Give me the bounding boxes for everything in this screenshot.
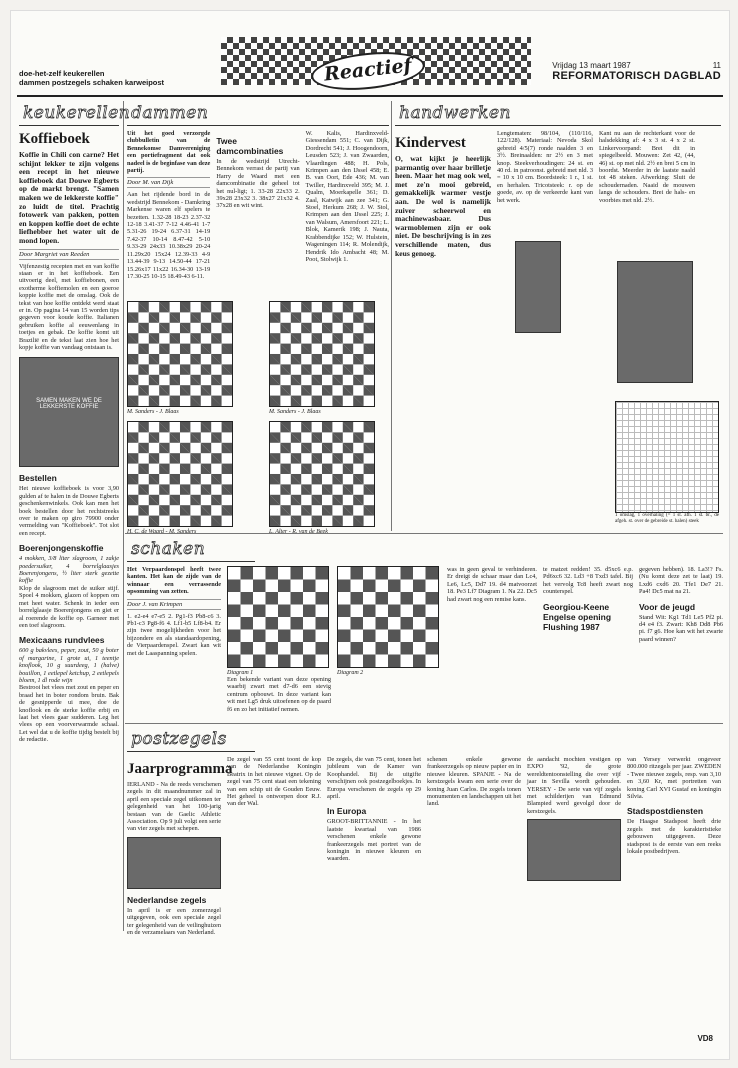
damcombinaties-subhead: Twee damcombinaties [216,136,284,156]
voor-de-jeugd-subhead: Voor de jeugd [639,601,696,612]
boerenjongens-body: Klop de slagroom met de suiker stijf. Spoel 4 mokken, glazen of koppen om met heet water. Schenk in ieder een borrelglaasje Boerenjongens en giet er al roerende de koffie op. Garneer met een toef slagroom. [19,584,119,629]
masthead-topics: doe-het-zelf keukerellen dammen postzegels schaken karweipost [19,69,165,87]
schaken-section [127,537,723,721]
page-footer-code: VD8 [697,1034,713,1043]
reactief-logo: Reactief [309,47,426,95]
koffieboek-photo: SAMEN MAKEN WE DE LEKKERSTE KOFFIE [19,357,119,467]
postzegels-col2: De zegel van 55 cent toont de kop van de Nederlandse Koningin Beatrix in het nieuwe vignet. Op de zegel van 75 cent staat een tekening van een schip uit de Gouden Eeuw. Het geheel is ontworpen door R.J. van der Wal. [227,756,321,808]
postzegels-body: IERLAND - Na de reeds verschenen zegels in dit maandnummer zal in april een speciale zegel uitkomen ter gelegenheid van het 100-jarig bestaan van de Gaelic Athletic Association. Op 9 juli volgt een serie van vier zegels met schepen. [127,781,221,833]
schaken-col3: Een bekende variant van deze opening waarbij zwart met d7-d6 een stevig centrum opbouwt. In deze variant kan wit met Lg5 druk uitoefenen op de paard f6 en zo het initiatief nemen. [227,676,331,713]
child-photo [515,241,561,333]
knitting-chart [615,401,719,513]
chess-diagram [227,566,329,668]
dammen-results: W. Kalis, Hardinxveld-Giessendam 551; C. van Dijk, Dordrecht 541; J. Hoogendoorn, Leusden 523; J. van Zwaarden, Vlaardingen 488; H. Pols, Krimpen aan den IJssel 458; E. B. van Oort, Ede 436; M. van Twiller, Hardinxveld 395; M. J. Qualm, Moerkapelle 361; D. Zaal, Katwijk aan zee 341; G. Stoel, Herkum 268; J. W. Stol, Krimpen aan den IJssel 225; J. van Walsum, Amersfoort 221; L. Blok, Kamerik 198; J. Nauta, Krabbendijke 152; W. Hulstein, Wageningen 114; R. Molendijk, Hendrik Ido Ambacht 48; M. Poot, Stolwijk 1. [305,130,389,263]
boerenjongens-ingredients: 4 mokken, 3/8 liter slagroom, 1 zakje poedersuiker, 4 borrelglaasjes Boerenjongens, ½ liter sterk gezette koffie [19,555,119,585]
chess-diagram-caption: Diagram 1 [227,670,254,676]
boerenjongens-subhead: Boerenjongenskoffie [19,543,104,554]
issue-date: Vrijdag 13 maart 1987 [552,61,631,70]
nederlandse-zegels-body: In april is er een zomerzegel uitgegeven, ook een speciale zegel ter gelegenheid van de veilinghuizen en de verzamelaars van Nederland. [127,906,221,937]
diagram-caption: H. C. de Waard - M. Sanders [127,529,197,535]
mexicaans-ingredients: 600 g bakvlees, peper, zout, 50 g boter of margarine, 1 grote ui, 1 teentje knoflook, 10 g suurdeeg, 1 (halve) bouillon, 1 eetlepel ketchup, 2 eetlepels bloem, 1 dl rode wijn [19,647,119,684]
bestellen-subhead: Bestellen [19,473,57,484]
schaken-col6: gegeven hebben). 18. La3!? Fs. (Nu komt deze zet te laat) 19. Lxd6 cxd6 20. Tfe1 De7 21. Pa4! Dc5 mat na 21. [639,566,723,596]
postzegels-section [127,727,723,1049]
handwerken-body-2: Kant nu aan de rechterkant voor de halsdekking af: 4 x 3 st. 4 x 2 st. Linkervoorpand: Brei dit in spiegelbeeld. Mouwen: Zet 42, (44, 46) st. op met nld. 2½ en brei 5 cm in boordst. Meerder in de laatste naald tot 48 steken. Afwerking: Sluit de schoudernaden. Naaid de mouwen langs de schouders. Brei de hals- en voorbies met nld. 2½. [599,130,695,204]
postzegels-col5: de aandacht mochten vestigen op EXPO '92, de grote wereldtentoonstelling die over vijf jaar in Sevilla wordt gehouden. YERSEY - De serie van vijf zegels met schilderijen van Edmund Blampied werd gevolgd door de kerstzegels. [527,756,621,815]
draughts-diagram [269,421,375,527]
section-divider [125,723,723,724]
stadspostdiensten-subhead: Stadspostdiensten [627,806,704,817]
voor-de-jeugd-body: Stand Wit: Kg1 Td1 Le5 Pf2 pi. d4 e4 f3. Zwart: Kh8 Dd8 Pb6 pi. f7 g6. Hoe kan wit het zwarte paard winnen? [639,613,723,643]
nederlandse-zegels-subhead: Nederlandse zegels [127,894,207,905]
stadspostdiensten-body: De Haagse Stadspost heeft drie zegels met de karakteristieke gebouwen uitgegeven. Deze stadspost is de eerste van een reeks lokale postbedrijven. [627,818,721,856]
section-title-keukerellen: keukerellen [19,101,119,126]
draughts-diagram [127,301,233,407]
dammen-byline: Door M. van Dijk [127,177,210,188]
dammen-intro: Uit het goed verzorgde clubbulletin van de Bennekomse Damvereniging een portiefragment dat ook nadeel is de beginfase van deze partij. [127,130,211,175]
in-europa-body: GROOT-BRITTANNIE - In het laatste kwartaal van 1986 verschenen enkele gewone frankeerzegels met portret van de koningin in nieuwe kleuren en waarden. [327,818,421,863]
keukerellen-column [19,101,131,1051]
stamps-illustration [527,819,621,881]
diagram-caption: M. Sanders - J. Blaas [269,409,321,415]
chess-diagram-caption: Diagram 2 [337,670,364,676]
draughts-diagram [127,421,233,527]
keukerellen-lead: Koffie in Chili con carne? Het schijnt lekker te zijn volgens een recept in het nieuwe koffieboek dat Douwe Egberts op de markt brengt. "Samen maken we de lekkerste koffie" zo luidt de titel. Prachtig fotowerk van pakken, potten en koppen koffie doet de echte liefhebber het water uit de mond lopen. [19,150,119,245]
section-title-dammen: dammen [127,101,389,126]
bestellen-body: Het nieuwe koffieboek is voor 3,90 gulden af te halen in de Douwe Egberts geschenkenwinkels. Ook kan men het boek bestellen door het rechtstreeks over te maken op giro 79900 onder vermelding van "Koffieboek". Tot slot een recept. [19,485,119,537]
mexicaans-body: Bestrooi het vlees met zout en peper en braad het in boter rondom bruin. Bak de gesnipperde ui mee, doe de knoflook en de sterke koffie erbij en laat het vlees gaar sudderen. Leg het vlees op een voorverwarmde schaal. Let wel dat u de koffie tijdig bestelt bij de redactie. [19,684,119,744]
georgiou-keene-subhead: Georgiou-Keene Engelse opening Flushing 1987 [543,601,612,632]
mexicaans-subhead: Mexicaans rundvlees [19,635,105,646]
dammen-section [127,101,389,535]
keukerellen-body: Vijfenzestig recepten met en van koffie staan er in het koffieboek. Een uitvoerig deel, met koffiebonen, een exotherme koffiemolen en een goeroe koppie koffie met de omslag. Ook de tekst van hoe koffie ontdekt werd staat er in. Op pagina 14 van 15 worden tips gegeven voor koude koffie. Italianen gebruiken koffie al eeuwenlang in toetjes en gebak. De koffie komt uit Brazilië en de tekst laat zien hoe het kopje koffie van vandaag ontstaan is. [19,262,119,351]
section-title-postzegels: postzegels [127,727,255,752]
dammen-body: Aan het rijdende bord in de wedstrijd Bennekom - Damkring Markense waren elf spelers te bezetten. 1.32-28 18-23 2.37-32 12-18 3.41-37 7-12 4.46-41 1-7 5.31-26 19-24 6.37-31 14-19 7.42-37 10-14 8.47-42 5-10 9.33-29 24x33 10.38x29 20-24 11.29x20 15x24 12.39-33 4-9 13.44-39 9-13 14.50-44 17-21 15.26x17 11x22 16.34-30 13-19 17.30-25 10-15 18.49-43 6-11. [127,191,211,280]
keukerellen-headline: Koffieboek [19,131,90,147]
page-number: 11 [712,61,721,70]
section-title-handwerken: handwerken [395,101,721,126]
schaken-body: 1. e2-e4 e7-e5 2. Pg1-f3 Pb8-c6 3. Pb1-c3 Pg8-f6 4. Lf1-b5 Lf8-b4. Er zijn twee mogelijkheden voor het bijzondere en als standaardopening, de Vierpaardenspel. Zwart kan wit met de Laaspanning spelen. [127,612,221,657]
postzegels-headline: Jaarprogramma [127,761,233,777]
handwerken-lead: O, wat kijkt je heerlijk parmantig over haar brilletje heen. Maar het mag ook wel, met ze'n mooi gebreid, gemakkelijk warmer vestje aan. De wol is namelijk zuiver scheerwol en machinewasbaar. Dus warmoblemen zijn er ook niet. De beschrijving is in zes verschillende maten, dus keus genoeg. [395,154,491,258]
diagram-caption: M. Sanders - J. Blaas [127,409,179,415]
damcombinaties-body: In de wedstrijd Utrecht-Bennekom verrast de partij van Harry de Waard met een damcombinatie die geheel tot het nul-ligt; 1. 33-28 22x33 2. 39x28 23x32 3. 38x27 21x32 4. 37x28 en wit wint. [216,158,300,210]
schaken-byline: Door J. van Krimpen [127,599,221,610]
schaken-lead: Het Verpaardonspel heeft twee kanten. Het kan de zijde van de winnaar een verrassende opsomming van zetten. [127,566,221,596]
knitting-legend: 1 omslag, 1 overhaling (= 1 st. afh. 1 st. br., de afgeh. st. over de gebreide st. halen) steek [615,513,719,524]
stamp-image [127,837,221,889]
schaken-col4: was in geen geval te verhinderen. Er dreigt de schaar maar dan Lc4, Le6, Lc5, Dd7 19. d4 matvoorzet 18. Pe3 Lf7 Diagram 1. Na 22. Dc5 had zwart nog een remise kans. [447,566,537,603]
handwerken-section [395,101,721,531]
section-title-schaken: schaken [127,537,255,562]
in-europa-subhead: In Europa [327,806,367,817]
diagram-caption: L. Alter - R. van de Beek [269,529,328,535]
newspaper-page [10,10,730,1060]
schaken-col5: te matzet redden! 35. d5xc6 e.p. Pd6xc6 32. Ld3 +8 Txd3 tafel. Bij het vervolg Tc8 heeft zwart nog counterspel. [543,566,633,596]
postzegels-col4: schenen enkele gewone frankeerzegels op nieuw papier en in nieuwe kleuren. SPANJE - Na de kerstzegels kwam een serie over de koning Juan Carlos. De zegels tonen monumenten en landschappen uit het land. [427,756,521,808]
handwerken-headline: Kindervest [395,135,466,151]
masthead-dateline [552,61,721,82]
column-divider [123,101,124,931]
postzegels-col6: van Yersey verwerkt ongeveer 800.000 ritzegels per jaar. ZWEDEN - Twee nieuwe zegels, resp. van 3,10 en 3,60 Kr, met portretten van koning Carl XVI Gustaf en koningin Silvia. [627,756,721,801]
masthead-rule [17,95,723,97]
child-in-vest-photo [617,261,693,383]
chess-diagram [337,566,439,668]
postzegels-col3: De zegels, die van 75 cent, tonen het jubileum van de Kamer van Koophandel. Bij de uitgifte verschijnen ook postzegelboekjes. In Europa verschenen de zegels op 29 april. [327,756,421,801]
paper-title: REFORMATORISCH DAGBLAD [552,70,721,82]
handwerken-body: Lengtematen: 98/104, (110/116, 122/128). Materiaal: Nevoda Skol gebreid 4/5(7) ronde naalden 3 en 3½. Breinaalden: nr 2½ en 3 met knop. Steekverhoudingen: 24 st. en 40 rd. in patroonst. gebreid met nld. 3 = 10 x 10 cm. Boordsteek: 1 r., 1 st. en herhalen. Tricotsteek: r. op de goede, av. op de verkeerde kant van het werk. [497,130,593,204]
masthead [11,11,729,99]
keukerellen-byline: Door Margriet van Reeden [19,249,119,260]
draughts-diagram [269,301,375,407]
column-divider [391,101,392,531]
